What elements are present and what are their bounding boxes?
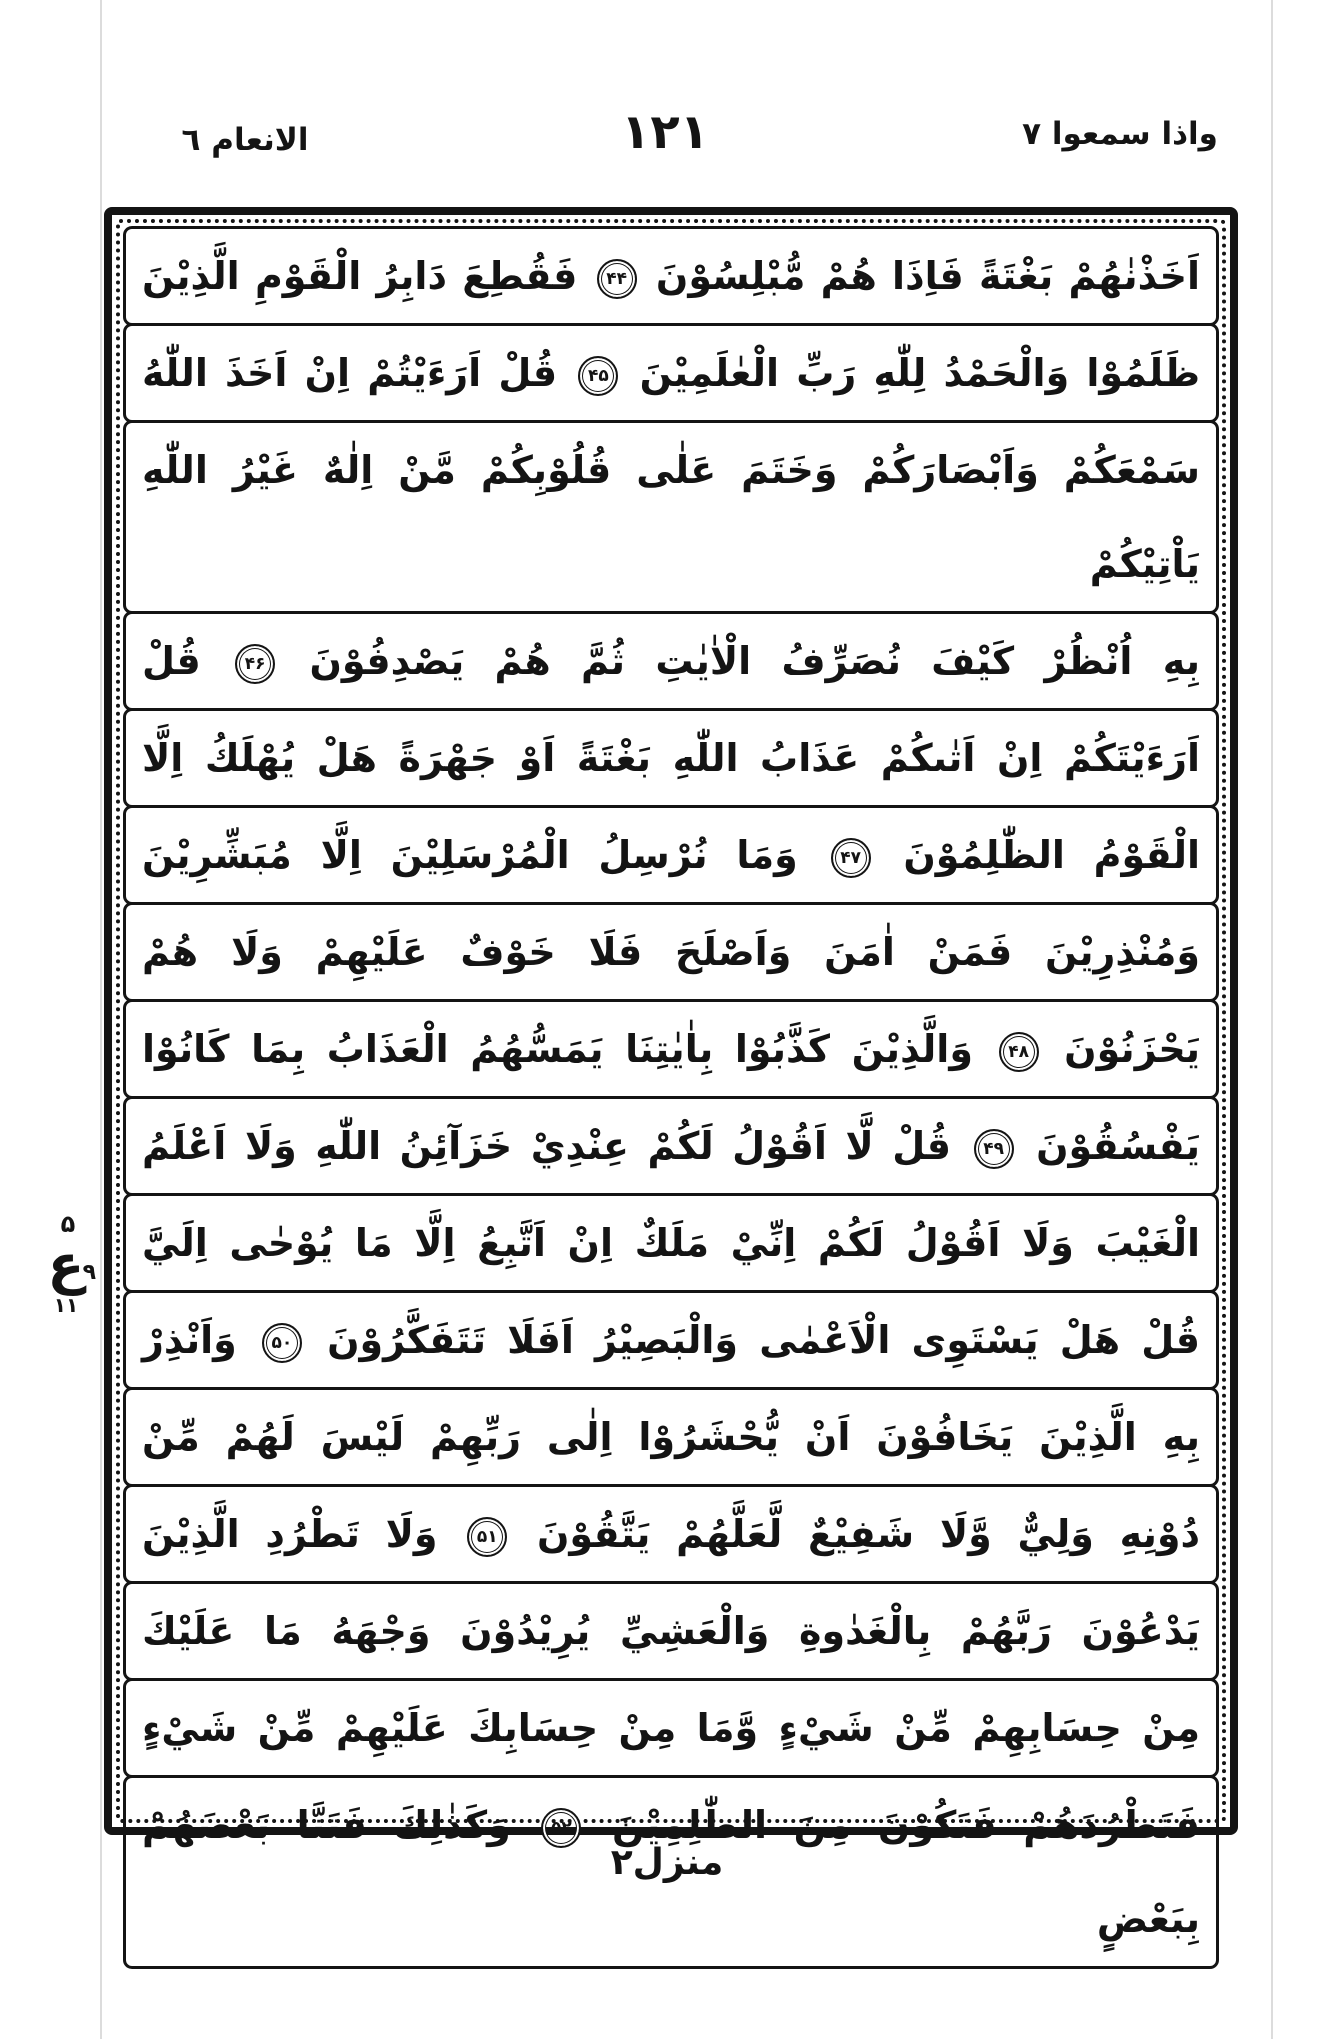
verse-text: فَتَطْرُدَهُمْ فَتَكُوْنَ مِنَ الظّٰلِمِيْنَ [611,1803,1200,1847]
ruku-margin-marker [28,1212,104,1316]
verse-text: وَمُنْذِرِيْنَ فَمَنْ اٰمَنَ وَاَصْلَحَ فَلَا خَوْفٌ عَلَيْهِمْ وَلَا هُمْ [142,930,1200,974]
ruku-bottom-number: ۱۱ [53,1293,79,1317]
verse-text: الْقَوْمُ الظّٰلِمُوْنَ [903,833,1200,877]
verse-text: فَقُطِعَ دَابِرُ الْقَوْمِ الَّذِيْنَ [142,254,578,298]
verse-text: اَرَءَيْتَكُمْ اِنْ اَتٰىكُمْ عَذَابُ اللّٰهِ بَغْتَةً اَوْ جَهْرَةً هَلْ يُهْلَكُ اِلَّا [142,736,1200,780]
ayah-end-marker: ۴۹ [974,1129,1014,1169]
quran-line [123,902,1219,1002]
quran-line [123,1193,1219,1293]
ruku-top-number: ۵ [60,1210,76,1238]
verse-text: وَالَّذِيْنَ كَذَّبُوْا بِاٰيٰتِنَا يَمَسُّهُمُ الْعَذَابُ بِمَا كَانُوْا [142,1027,973,1071]
ruku-side-number: ۹ [82,1260,96,1285]
ayah-end-marker: ۵۰ [262,1323,302,1363]
quran-line [123,708,1219,808]
page-number: ۱۲۱ [621,104,709,160]
quran-line [123,999,1219,1099]
juz-number: ۷ [1022,116,1042,152]
quran-lines [123,226,1219,1969]
quran-line [123,226,1219,326]
verse-text: ظَلَمُوْا وَالْحَمْدُ لِلّٰهِ رَبِّ الْعٰلَمِيْنَ [639,351,1201,395]
verse-text: قُلْ هَلْ يَسْتَوِى الْاَعْمٰى وَالْبَصِيْرُ اَفَلَا تَتَفَكَّرُوْنَ [327,1318,1201,1362]
verse-text: وَكَذٰلِكَ فَتَنَّا بَعْضَهُمْ بِبَعْضٍ [142,1803,1200,1941]
verse-text: الْغَيْبَ وَلَا اَقُوْلُ لَكُمْ اِنِّيْ مَلَكٌ اِنْ اَتَّبِعُ اِلَّا مَا يُوْحٰى اِلَيَّ [142,1221,1200,1265]
verse-text: يَفْسُقُوْنَ [1036,1124,1200,1168]
quran-line [123,805,1219,905]
verse-text: وَمَا نُرْسِلُ الْمُرْسَلِيْنَ اِلَّا مُبَشِّرِيْنَ [142,833,798,877]
verse-text: يَحْزَنُوْنَ [1064,1027,1200,1071]
ayah-end-marker: ۴۷ [831,838,871,878]
ruku-ain-letter: ع ۹ [47,1233,96,1296]
verse-text: بِهِ الَّذِيْنَ يَخَافُوْنَ اَنْ يُّحْشَرُوْا اِلٰى رَبِّهِمْ لَيْسَ لَهُمْ مِّنْ [142,1415,1200,1459]
surah-header [150,122,340,158]
quran-line [123,1096,1219,1196]
juz-title: واذا سمعوا [1051,116,1218,152]
ayah-end-marker: ۴۵ [578,356,618,396]
verse-text: قُلْ [142,639,201,683]
verse-text: قُلْ اَرَءَيْتُمْ اِنْ اَخَذَ اللّٰهُ [142,351,558,395]
verse-text: قُلْ لَّا اَقُوْلُ لَكُمْ عِنْدِيْ خَزَآئِنُ اللّٰهِ وَلَا اَعْلَمُ [142,1124,952,1168]
verse-text: يَدْعُوْنَ رَبَّهُمْ بِالْغَدٰوةِ وَالْعَشِيِّ يُرِيْدُوْنَ وَجْهَهُ مَا عَلَيْكَ [142,1609,1200,1653]
surah-title: الانعام [211,122,309,158]
surah-number: ٦ [181,122,201,158]
ayah-end-marker: ۴۸ [999,1032,1039,1072]
verse-text: مِنْ حِسَابِهِمْ مِّنْ شَيْءٍ وَّمَا مِنْ حِسَابِكَ عَلَيْهِمْ مِّنْ شَيْءٍ [142,1706,1200,1750]
verse-text: سَمْعَكُمْ وَاَبْصَارَكُمْ وَخَتَمَ عَلٰى قُلُوْبِكُمْ مَّنْ اِلٰهٌ غَيْرُ اللّٰهِ يَاْتِيْكُمْ [142,448,1200,586]
verse-text: وَاَنْذِرْ [142,1318,237,1362]
quran-line [123,1484,1219,1584]
left-margin-rule [100,0,102,2039]
verse-text: دُوْنِهِ وَلِيٌّ وَّلَا شَفِيْعٌ لَّعَلَّهُمْ يَتَّقُوْنَ [536,1512,1200,1556]
verse-text: اَخَذْنٰهُمْ بَغْتَةً فَاِذَا هُمْ مُّبْلِسُوْنَ [655,254,1200,298]
quran-line [123,1581,1219,1681]
quran-line [123,1290,1219,1390]
quran-line [123,420,1219,614]
juz-header [975,116,1265,152]
ayah-end-marker: ۵۱ [467,1517,507,1557]
manzil-label: منزل۲ [610,1842,724,1883]
quran-line [123,1387,1219,1487]
verse-text: وَلَا تَطْرُدِ الَّذِيْنَ [142,1512,438,1556]
quran-line [123,611,1219,711]
ayah-end-marker: ۴۴ [597,259,637,299]
quran-line [123,1678,1219,1778]
right-margin-rule [1271,0,1273,2039]
ayah-end-marker: ۵۲ [541,1808,581,1848]
verse-text: بِهِ اُنْظُرْ كَيْفَ نُصَرِّفُ الْاٰيٰتِ ثُمَّ هُمْ يَصْدِفُوْنَ [309,639,1201,683]
ayah-end-marker: ۴۶ [235,644,275,684]
quran-line [123,323,1219,423]
